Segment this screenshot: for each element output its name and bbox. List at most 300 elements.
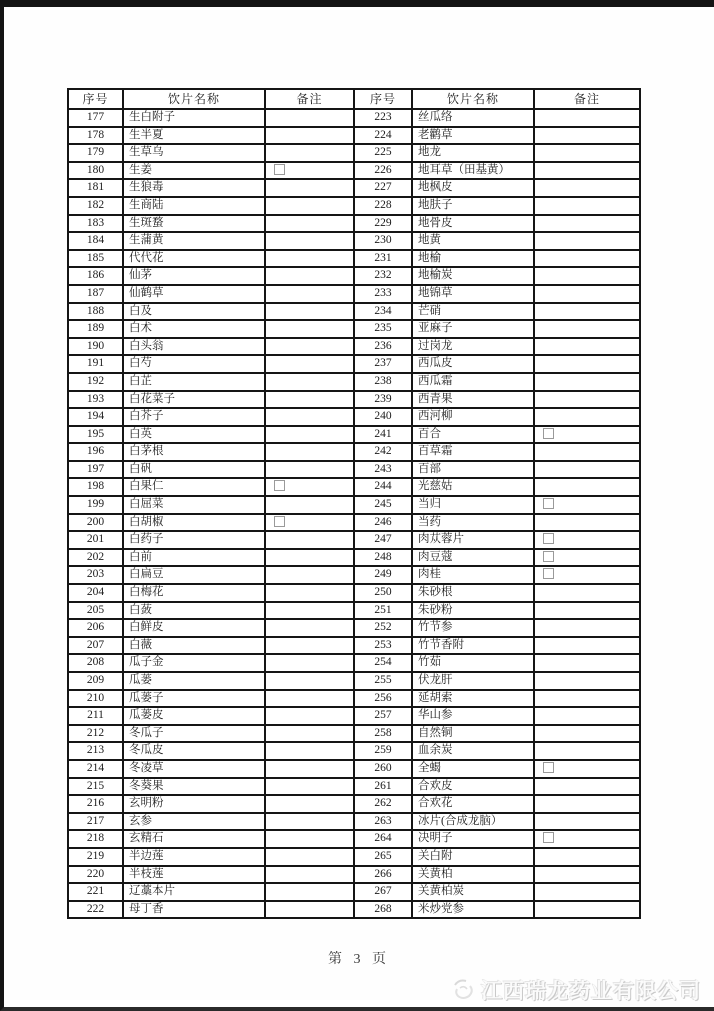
table-row [68,566,640,584]
herb-name-cell: 冬瓜子 [123,725,265,743]
table-row [68,654,640,672]
header-name-left: 饮片名称 [123,89,265,109]
herb-name-cell: 白蔹 [123,602,265,620]
table-row [68,127,640,145]
remark-cell [265,602,354,620]
herb-name-cell: 半枝莲 [123,866,265,884]
row-serial-number: 188 [68,303,123,321]
row-serial-number: 199 [68,496,123,514]
header-serial-right: 序号 [354,89,412,109]
row-serial-number: 213 [68,742,123,760]
herb-name-cell: 朱砂粉 [412,602,534,620]
row-serial-number: 249 [354,566,412,584]
herb-name-cell: 冬瓜皮 [123,742,265,760]
remark-cell [534,584,640,602]
table-row [68,602,640,620]
row-serial-number: 265 [354,848,412,866]
row-serial-number: 253 [354,637,412,655]
remark-cell [265,426,354,444]
table-row [68,637,640,655]
row-serial-number: 189 [68,320,123,338]
herb-name-cell: 百草霜 [412,443,534,461]
herb-name-cell: 白扁豆 [123,566,265,584]
page-number: 第 3 页 [328,952,390,967]
table-row [68,461,640,479]
herb-name-cell: 西瓜霜 [412,373,534,391]
herb-name-cell: 白英 [123,426,265,444]
herb-name-cell: 白屈菜 [123,496,265,514]
row-serial-number: 250 [354,584,412,602]
herb-name-cell: 过岗龙 [412,338,534,356]
table-row [68,848,640,866]
herb-name-cell: 生斑蝥 [123,215,265,233]
row-serial-number: 226 [354,162,412,180]
table-row [68,426,640,444]
herb-name-cell: 冰片(合成龙脑） [412,813,534,831]
herb-name-cell: 地龙 [412,144,534,162]
remark-cell [534,901,640,919]
company-logo-icon [451,977,477,1003]
remark-cell [265,883,354,901]
remark-cell [265,830,354,848]
remark-cell [534,320,640,338]
remark-cell [265,848,354,866]
table-row [68,197,640,215]
row-serial-number: 231 [354,250,412,268]
remark-cell [265,179,354,197]
row-serial-number: 187 [68,285,123,303]
checkbox-icon [543,428,554,439]
row-serial-number: 186 [68,267,123,285]
herb-name-cell: 米炒党参 [412,901,534,919]
remark-cell [265,443,354,461]
row-serial-number: 242 [354,443,412,461]
row-serial-number: 221 [68,883,123,901]
checkbox-icon [274,480,285,491]
remark-cell [265,285,354,303]
herb-name-cell: 白茅根 [123,443,265,461]
table-row [68,549,640,567]
row-serial-number: 256 [354,690,412,708]
row-serial-number: 207 [68,637,123,655]
table-header-row [68,89,640,109]
herb-name-cell: 芒硝 [412,303,534,321]
row-serial-number: 179 [68,144,123,162]
row-serial-number: 262 [354,795,412,813]
row-serial-number: 236 [354,338,412,356]
remark-cell [534,443,640,461]
herb-name-cell: 地榆炭 [412,267,534,285]
row-serial-number: 219 [68,848,123,866]
remark-cell [534,690,640,708]
table-row [68,109,640,127]
remark-cell [534,725,640,743]
row-serial-number: 237 [354,355,412,373]
remark-cell [534,637,640,655]
row-serial-number: 228 [354,197,412,215]
header-name-right: 饮片名称 [412,89,534,109]
checkbox-icon [274,516,285,527]
row-serial-number: 247 [354,531,412,549]
remark-cell [265,813,354,831]
row-serial-number: 248 [354,549,412,567]
row-serial-number: 183 [68,215,123,233]
remark-cell [265,408,354,426]
row-serial-number: 266 [354,866,412,884]
herb-name-cell: 白果仁 [123,478,265,496]
remark-cell [265,109,354,127]
remark-cell [534,848,640,866]
herb-name-cell: 伏龙肝 [412,672,534,690]
herb-name-cell: 白胡椒 [123,514,265,532]
herb-name-cell: 白及 [123,303,265,321]
row-serial-number: 244 [354,478,412,496]
row-serial-number: 182 [68,197,123,215]
herb-name-cell: 自然铜 [412,725,534,743]
company-name: 江西瑞龙药业有限公司 [481,980,701,1003]
row-serial-number: 211 [68,707,123,725]
herb-name-cell: 冬葵果 [123,778,265,796]
remark-cell [265,654,354,672]
herb-name-cell: 西青果 [412,391,534,409]
herb-name-cell: 瓜蒌子 [123,690,265,708]
herb-name-cell: 白芥子 [123,408,265,426]
row-serial-number: 212 [68,725,123,743]
remark-cell [265,778,354,796]
herb-name-cell: 老鹳草 [412,127,534,145]
herb-name-cell: 地枫皮 [412,179,534,197]
row-serial-number: 263 [354,813,412,831]
row-serial-number: 205 [68,602,123,620]
remark-cell [265,250,354,268]
table-row [68,303,640,321]
table-row [68,478,640,496]
row-serial-number: 267 [354,883,412,901]
remark-cell [534,883,640,901]
remark-cell [265,215,354,233]
herb-name-cell: 百部 [412,461,534,479]
row-serial-number: 245 [354,496,412,514]
remark-cell [534,549,640,567]
table-row [68,320,640,338]
herb-name-cell: 西河柳 [412,408,534,426]
remark-cell [265,232,354,250]
remark-cell [265,901,354,919]
checkbox-icon [543,832,554,843]
remark-cell [265,303,354,321]
table-row [68,250,640,268]
row-serial-number: 255 [354,672,412,690]
remark-cell [265,637,354,655]
row-serial-number: 229 [354,215,412,233]
herb-name-cell: 冬凌草 [123,760,265,778]
remark-cell [534,338,640,356]
remark-cell [534,795,640,813]
company-watermark [451,975,701,1005]
herb-name-cell: 全蝎 [412,760,534,778]
table-row [68,338,640,356]
herb-name-cell: 仙鹤草 [123,285,265,303]
herb-list-table [67,88,641,919]
remark-cell [534,408,640,426]
herb-name-cell: 关黄柏炭 [412,883,534,901]
remark-cell [265,531,354,549]
row-serial-number: 192 [68,373,123,391]
row-serial-number: 264 [354,830,412,848]
remark-cell [534,478,640,496]
remark-cell [265,619,354,637]
row-serial-number: 195 [68,426,123,444]
row-serial-number: 233 [354,285,412,303]
table-row [68,795,640,813]
row-serial-number: 194 [68,408,123,426]
remark-cell [534,426,640,444]
row-serial-number: 268 [354,901,412,919]
row-serial-number: 227 [354,179,412,197]
checkbox-icon [543,762,554,773]
table-row [68,742,640,760]
header-serial-left: 序号 [68,89,123,109]
row-serial-number: 206 [68,619,123,637]
row-serial-number: 210 [68,690,123,708]
row-serial-number: 251 [354,602,412,620]
checkbox-icon [543,498,554,509]
herb-name-cell: 竹节参 [412,619,534,637]
row-serial-number: 203 [68,566,123,584]
row-serial-number: 196 [68,443,123,461]
row-serial-number: 181 [68,179,123,197]
herb-name-cell: 白鲜皮 [123,619,265,637]
table-row [68,232,640,250]
herb-name-cell: 竹节香附 [412,637,534,655]
remark-cell [534,127,640,145]
herb-name-cell: 亚麻子 [412,320,534,338]
remark-cell [265,461,354,479]
remark-cell [265,320,354,338]
remark-cell [265,496,354,514]
remark-cell [534,461,640,479]
table-row [68,584,640,602]
remark-cell [265,144,354,162]
remark-cell [534,373,640,391]
row-serial-number: 216 [68,795,123,813]
remark-cell [265,391,354,409]
remark-cell [265,127,354,145]
row-serial-number: 258 [354,725,412,743]
remark-cell [534,267,640,285]
herb-name-cell: 玄参 [123,813,265,831]
herb-name-cell: 白术 [123,320,265,338]
herb-name-cell: 生蒲黄 [123,232,265,250]
remark-cell [534,866,640,884]
remark-cell [265,267,354,285]
herb-name-cell: 关黄柏 [412,866,534,884]
row-serial-number: 257 [354,707,412,725]
table-row [68,496,640,514]
herb-name-cell: 生草乌 [123,144,265,162]
herb-name-cell: 血余炭 [412,742,534,760]
row-serial-number: 197 [68,461,123,479]
herb-name-cell: 白芷 [123,373,265,391]
remark-cell [534,672,640,690]
table-row [68,830,640,848]
herb-name-cell: 母丁香 [123,901,265,919]
row-serial-number: 198 [68,478,123,496]
remark-cell [265,514,354,532]
remark-cell [534,566,640,584]
remark-cell [534,778,640,796]
row-serial-number: 217 [68,813,123,831]
herb-name-cell: 生狼毒 [123,179,265,197]
row-serial-number: 220 [68,866,123,884]
remark-cell [534,707,640,725]
remark-cell [534,179,640,197]
herb-name-cell: 代代花 [123,250,265,268]
herb-name-cell: 当归 [412,496,534,514]
row-serial-number: 177 [68,109,123,127]
remark-cell [265,690,354,708]
herb-name-cell: 西瓜皮 [412,355,534,373]
herb-name-cell: 关白附 [412,848,534,866]
remark-cell [534,391,640,409]
herb-name-cell: 瓜蒌 [123,672,265,690]
remark-cell [265,549,354,567]
herb-name-cell: 地肤子 [412,197,534,215]
remark-cell [534,285,640,303]
checkbox-icon [543,568,554,579]
row-serial-number: 246 [354,514,412,532]
remark-cell [265,566,354,584]
remark-cell [265,373,354,391]
row-serial-number: 230 [354,232,412,250]
remark-cell [534,232,640,250]
row-serial-number: 241 [354,426,412,444]
row-serial-number: 178 [68,127,123,145]
herb-name-cell: 白芍 [123,355,265,373]
remark-cell [534,531,640,549]
remark-cell [534,830,640,848]
table-row [68,707,640,725]
herb-name-cell: 合欢皮 [412,778,534,796]
row-serial-number: 180 [68,162,123,180]
herb-name-cell: 华山参 [412,707,534,725]
herb-name-cell: 白花菜子 [123,391,265,409]
row-serial-number: 190 [68,338,123,356]
row-serial-number: 185 [68,250,123,268]
remark-cell [265,725,354,743]
table-row [68,373,640,391]
remark-cell [534,197,640,215]
herb-name-cell: 白梅花 [123,584,265,602]
herb-name-cell: 白头翁 [123,338,265,356]
remark-cell [265,197,354,215]
herb-name-cell: 地榆 [412,250,534,268]
herb-name-cell: 决明子 [412,830,534,848]
row-serial-number: 261 [354,778,412,796]
herb-name-cell: 延胡索 [412,690,534,708]
herb-name-cell: 地锦草 [412,285,534,303]
remark-cell [534,760,640,778]
row-serial-number: 201 [68,531,123,549]
herb-name-cell: 地黄 [412,232,534,250]
row-serial-number: 191 [68,355,123,373]
remark-cell [265,795,354,813]
row-serial-number: 225 [354,144,412,162]
row-serial-number: 209 [68,672,123,690]
herb-name-cell: 辽藁本片 [123,883,265,901]
table-row [68,443,640,461]
herb-name-cell: 白矾 [123,461,265,479]
row-serial-number: 202 [68,549,123,567]
remark-cell [265,866,354,884]
herb-name-cell: 肉桂 [412,566,534,584]
table-row [68,179,640,197]
row-serial-number: 238 [354,373,412,391]
remark-cell [534,109,640,127]
herb-name-cell: 当药 [412,514,534,532]
row-serial-number: 254 [354,654,412,672]
table-row [68,355,640,373]
table-row [68,725,640,743]
row-serial-number: 259 [354,742,412,760]
herb-name-cell: 百合 [412,426,534,444]
herb-name-cell: 光慈姑 [412,478,534,496]
herb-name-cell: 地耳草（田基黄） [412,162,534,180]
table-row [68,778,640,796]
remark-cell [534,602,640,620]
table-row [68,690,640,708]
table-row [68,514,640,532]
row-serial-number: 252 [354,619,412,637]
herb-name-cell: 生半夏 [123,127,265,145]
herb-name-cell: 肉豆蔻 [412,549,534,567]
herb-name-cell: 白前 [123,549,265,567]
checkbox-icon [543,551,554,562]
herb-name-cell: 地骨皮 [412,215,534,233]
remark-cell [265,478,354,496]
herb-name-cell: 竹茹 [412,654,534,672]
row-serial-number: 224 [354,127,412,145]
table-row [68,883,640,901]
row-serial-number: 223 [354,109,412,127]
table-row [68,813,640,831]
herb-name-cell: 生姜 [123,162,265,180]
remark-cell [265,742,354,760]
herb-name-cell: 瓜蒌皮 [123,707,265,725]
remark-cell [265,584,354,602]
row-serial-number: 184 [68,232,123,250]
table-row [68,619,640,637]
remark-cell [265,338,354,356]
table-row [68,760,640,778]
table-row [68,144,640,162]
table-row [68,285,640,303]
herb-name-cell: 朱砂根 [412,584,534,602]
table-row [68,267,640,285]
checkbox-icon [274,164,285,175]
row-serial-number: 215 [68,778,123,796]
remark-cell [534,303,640,321]
remark-cell [265,355,354,373]
herb-name-cell: 合欢花 [412,795,534,813]
table-row [68,215,640,233]
remark-cell [534,355,640,373]
row-serial-number: 214 [68,760,123,778]
remark-cell [534,144,640,162]
herb-name-cell: 白薇 [123,637,265,655]
remark-cell [534,654,640,672]
remark-cell [534,742,640,760]
